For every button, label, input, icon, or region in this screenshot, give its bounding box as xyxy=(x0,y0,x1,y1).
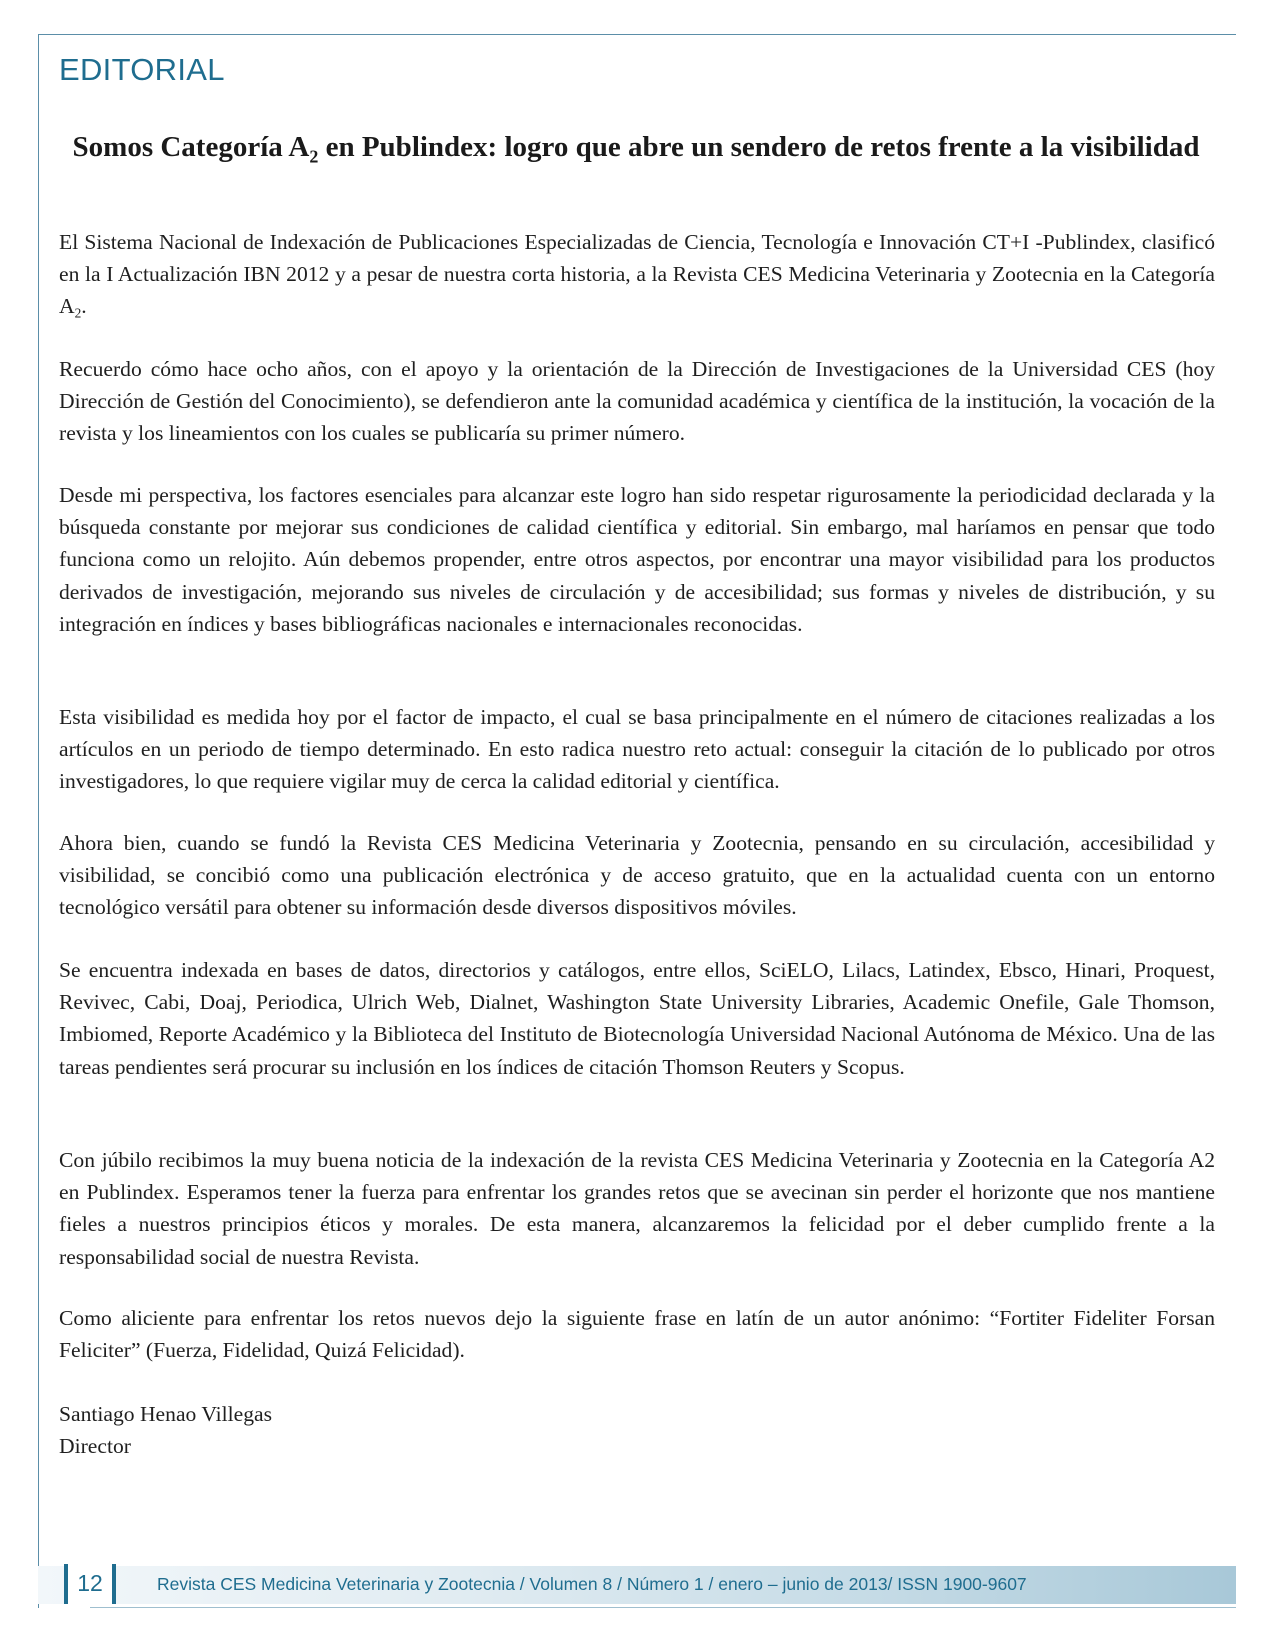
article-title xyxy=(60,130,1212,167)
frame-left-rule xyxy=(38,34,39,1608)
frame-top-rule xyxy=(38,34,1236,35)
paragraph-6: Se encuentra indexada en bases de datos, directorios y catálogos, entre ellos, SciELO, Lilacs, Latindex, Ebsco, Hinari, Proquest, Revivec, Cabi, Doaj, Periodica, Ulrich Web, Dialnet, Washington State University Libraries, Academic Onefile, Gale Thomson, Imbiomed, Reporte Académico y la Biblioteca del Instituto de Biotecnología Universidad Nacional Autónoma de México. Una de las tareas pendientes será procurar su inclusión en los índices de citación Thomson Reuters y Scopus. xyxy=(59,958,1215,1079)
paragraph-4: Esta visibilidad es medida hoy por el factor de impacto, el cual se basa principalmente en el número de citaciones realizadas a los artículos en un periodo de tiempo determinado. En esto radica nuestro reto actual: conseguir la citación de lo publicado por otros investigadores, lo que requiere vigilar muy de cerca la calidad editorial y científica. xyxy=(59,705,1215,794)
signature-name: Santiago Henao Villegas xyxy=(59,1402,272,1426)
frame-bottom-rule xyxy=(90,1607,1236,1608)
page-number: 12 xyxy=(64,1564,116,1604)
paragraph-3: Desde mi perspectiva, los factores esenciales para alcanzar este logro han sido respetar rigurosamente la periodicidad declarada y la búsqueda constante por mejorar sus condiciones de calidad científica y editorial. Sin embargo, mal haríamos en pensar que todo funciona como un relojito. Aún debemos propender, entre otros aspectos, por encontrar una mayor visibilidad para los productos derivados de investigación, mejorando sus niveles de circulación y de accesibilidad; sus formas y niveles de distribución, y su integración en índices y bases bibliográficas nacionales e internacionales reconocidas. xyxy=(59,483,1215,636)
title-text-pre: Somos Categoría A xyxy=(72,131,310,163)
title-subscript: 2 xyxy=(309,146,319,167)
paragraph-1-subscript: 2 xyxy=(74,306,82,322)
paragraph-1 xyxy=(59,226,1215,323)
paragraph-1-pre: El Sistema Nacional de Indexación de Publicaciones Especializadas de Ciencia, Tecnología e Innovación CT+I -Publindex, clasificó en la I Actualización IBN 2012 y a pesar de nuestra corta historia, a la Revista CES Medicina Veterinaria y Zootecnia en la Categoría A xyxy=(59,230,1215,319)
paragraph-1-post: . xyxy=(81,294,87,319)
paragraph-5: Ahora bien, cuando se fundó la Revista CES Medicina Veterinaria y Zootecnia, pensando en su circulación, accesibilidad y visibilidad, se concibió como una publicación electrónica y de acceso gratuito, que en la actualidad cuenta con un entorno tecnológico versátil para obtener su información desde diversos dispositivos móviles. xyxy=(59,831,1215,920)
signature-block xyxy=(59,1398,272,1462)
title-text-post: en Publindex: logro que abre un sendero de retos frente a la visibilidad xyxy=(318,131,1200,163)
footer-journal-info: Revista CES Medicina Veterinaria y Zootecnia / Volumen 8 / Número 1 / enero – junio de 2013/ ISSN 1900-9607 xyxy=(157,1574,1027,1594)
paragraph-2: Recuerdo cómo hace ocho años, con el apoyo y la orientación de la Dirección de Investigaciones de la Universidad CES (hoy Dirección de Gestión del Conocimiento), se defendieron ante la comunidad académica y científica de la institución, la vocación de la revista y los lineamientos con los cuales se publicaría su primer número. xyxy=(59,357,1215,446)
paragraph-7: Con júbilo recibimos la muy buena noticia de la indexación de la revista CES Medicina Veterinaria y Zootecnia en la Categoría A2 en Publindex. Esperamos tener la fuerza para enfrentar los grandes retos que se avecinan sin perder el horizonte que nos mantiene fieles a nuestros principios éticos y morales. De esta manera, alcanzaremos la felicidad por el deber cumplido frente a la responsabilidad social de nuestra Revista. xyxy=(59,1148,1215,1269)
signature-role: Director xyxy=(59,1434,131,1459)
paragraph-8: Como aliciente para enfrentar los retos nuevos dejo la siguiente frase en latín de un autor anónimo: “Fortiter Fideliter Forsan Feliciter” (Fuerza, Fidelidad, Quizá Felicidad). xyxy=(59,1306,1215,1363)
section-label: EDITORIAL xyxy=(59,52,225,87)
